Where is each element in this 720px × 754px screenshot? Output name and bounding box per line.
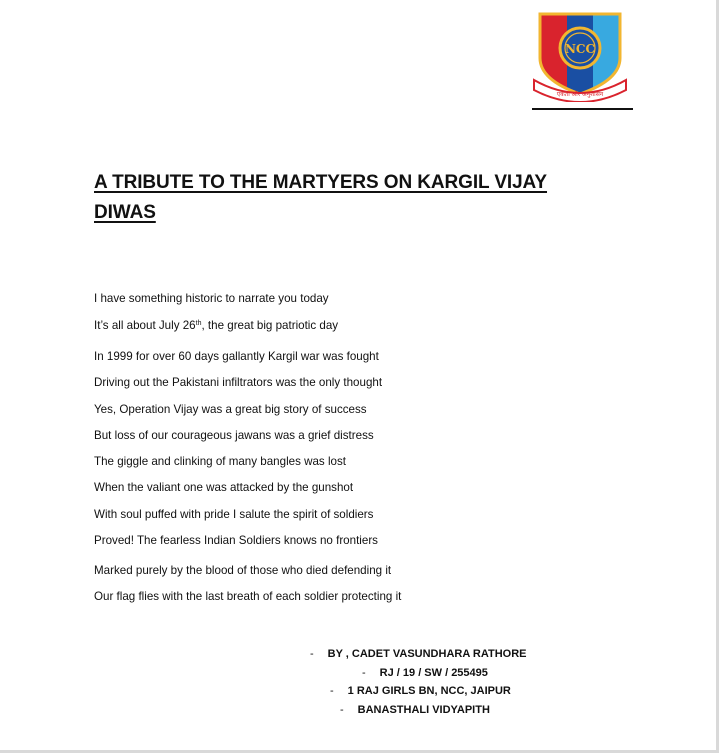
signature-line-1 [310, 648, 527, 660]
poem-line: I have something historic to narrate you today [94, 292, 329, 305]
poem-line: Proved! The fearless Indian Soldiers knows no frontiers [94, 534, 378, 547]
poem-line: Driving out the Pakistani infiltrators was the only thought [94, 376, 383, 389]
list-dash: - [330, 685, 334, 697]
poem-line: Marked purely by the blood of those who died defending it [94, 564, 392, 577]
ncc-emblem-text: NCC [564, 42, 596, 56]
title-line-1: A TRIBUTE TO THE MARTYERS ON KARGIL VIJAY [94, 172, 548, 193]
signature-line-2 [362, 667, 488, 679]
signature-line-4 [340, 704, 490, 716]
document-title [94, 168, 614, 228]
title-line-2: DIWAS [94, 202, 156, 223]
list-dash: - [362, 667, 366, 679]
author-name: BY , CADET VASUNDHARA RATHORE [327, 648, 527, 660]
poem-line [94, 319, 338, 332]
poem-line: With soul puffed with pride I salute the spirit of soldiers [94, 508, 374, 521]
list-dash: - [310, 648, 314, 660]
poem-line: Our flag flies with the last breath of each soldier protecting it [94, 590, 402, 603]
poem-line: The giggle and clinking of many bangles was lost [94, 455, 346, 468]
poem-line: But loss of our courageous jawans was a grief distress [94, 429, 374, 442]
ordinal-suffix: th [195, 320, 202, 327]
poem-line: When the valiant one was attacked by the gunshot [94, 481, 354, 494]
institution: BANASTHALI VIDYAPITH [357, 704, 490, 716]
poem-line: Yes, Operation Vijay was a great big story of success [94, 403, 367, 416]
poem-line-text: It’s all about July 26 [94, 319, 196, 332]
logo-divider [532, 108, 633, 110]
poem-line-text: , the great big patriotic day [201, 319, 339, 332]
signature-line-3 [330, 685, 511, 697]
list-dash: - [340, 704, 344, 716]
ncc-emblem-logo [528, 10, 632, 102]
cadet-number: RJ / 19 / SW / 255495 [379, 667, 488, 679]
ncc-motto-text: एकता और अनुशासन [556, 91, 604, 98]
battalion: 1 RAJ GIRLS BN, NCC, JAIPUR [347, 685, 511, 697]
poem-line: In 1999 for over 60 days gallantly Kargil war was fought [94, 350, 379, 363]
